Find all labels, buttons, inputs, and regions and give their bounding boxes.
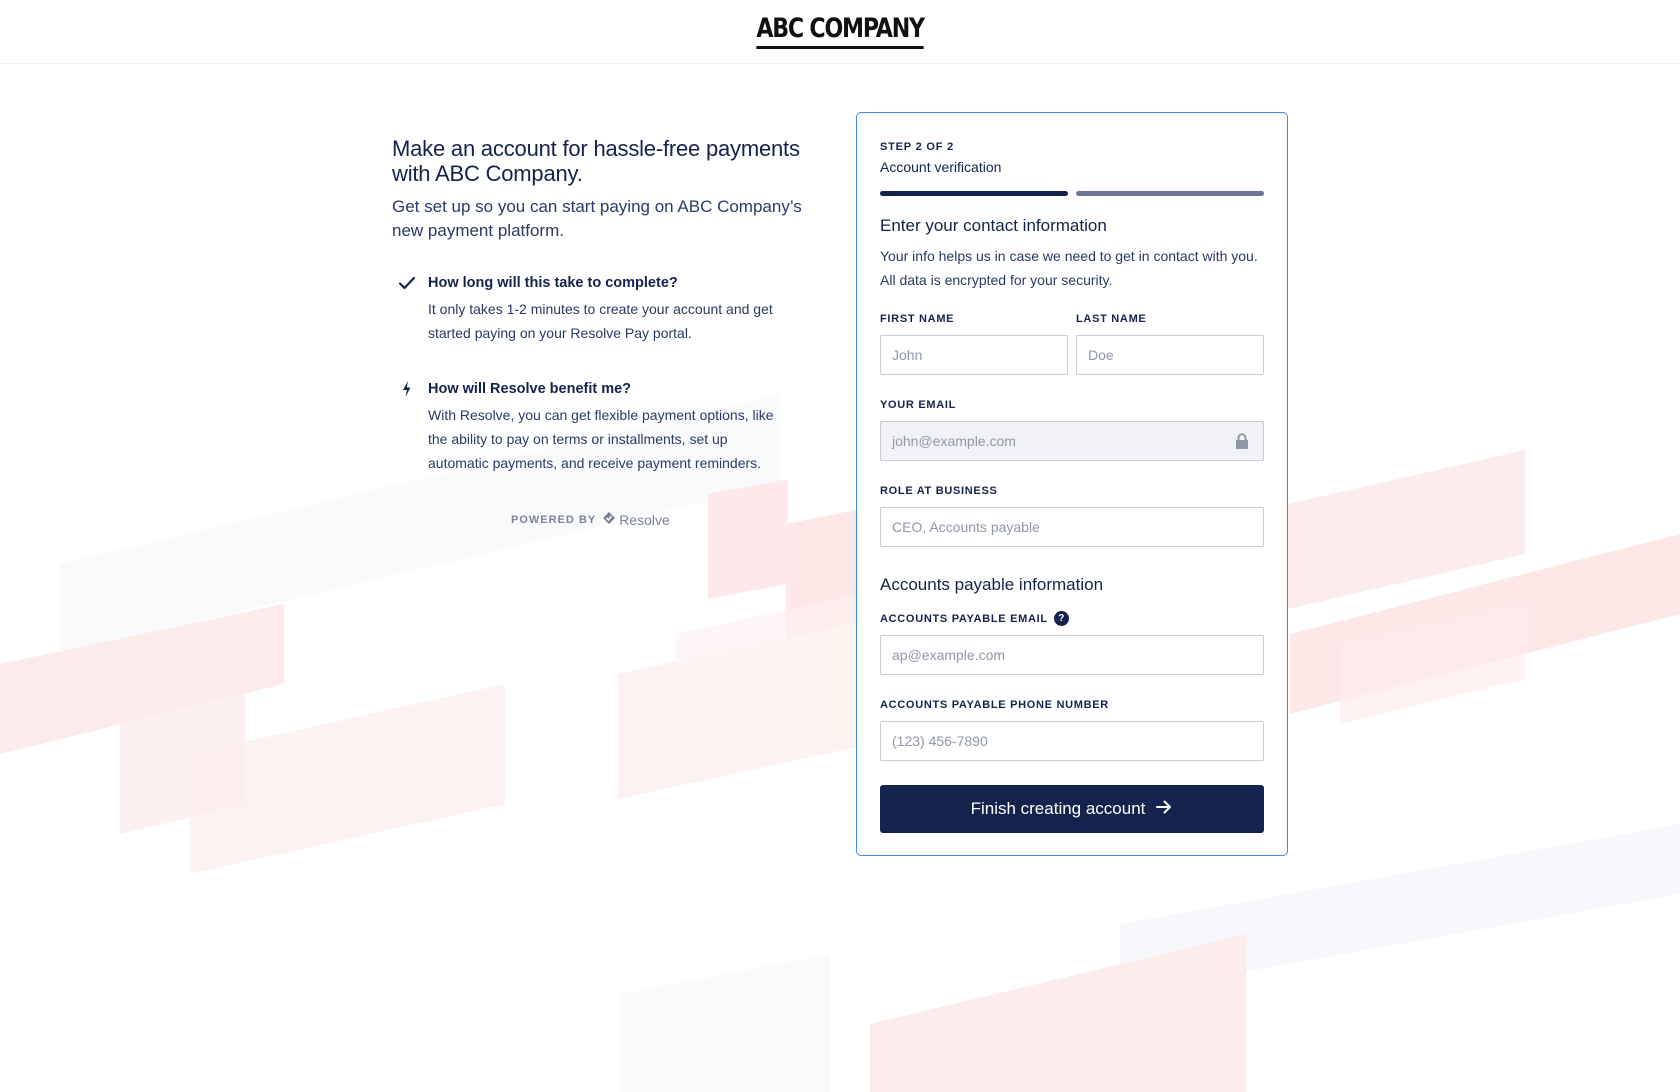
contact-section-title: Enter your contact information bbox=[880, 216, 1107, 235]
company-logo: ABC COMPANY bbox=[756, 14, 923, 49]
ap-email-label bbox=[880, 612, 1264, 625]
first-name-input[interactable]: John bbox=[880, 335, 1068, 375]
intro-subtitle: Get set up so you can start paying on ABC Company’s new payment platform. bbox=[392, 197, 802, 240]
finish-creating-account-button[interactable] bbox=[880, 785, 1264, 833]
checkmark-icon bbox=[398, 274, 416, 292]
progress-bar bbox=[880, 191, 1264, 196]
ap-email-input[interactable]: ap@example.com bbox=[880, 635, 1264, 675]
ap-phone-input[interactable]: (123) 456-7890 bbox=[880, 721, 1264, 761]
email-value: john@example.com bbox=[892, 433, 1016, 449]
role-label: ROLE AT BUSINESS bbox=[880, 484, 998, 497]
step-name: Account verification bbox=[880, 159, 1002, 175]
role-input[interactable]: CEO, Accounts payable bbox=[880, 507, 1264, 547]
powered-by bbox=[511, 511, 812, 528]
resolve-brand-name: Resolve bbox=[619, 511, 670, 528]
feature-title: How will Resolve benefit me? bbox=[428, 381, 632, 397]
email-label: YOUR EMAIL bbox=[880, 398, 957, 411]
signup-card bbox=[856, 112, 1288, 856]
email-field bbox=[880, 421, 1264, 461]
lightning-icon bbox=[398, 380, 416, 398]
last-name-input[interactable]: Doe bbox=[1076, 335, 1264, 375]
progress-segment-current bbox=[1076, 191, 1264, 196]
arrow-right-icon bbox=[1155, 798, 1173, 821]
last-name-label: LAST NAME bbox=[1076, 312, 1147, 325]
first-name-label: FIRST NAME bbox=[880, 312, 955, 325]
ap-section-title: Accounts payable information bbox=[880, 575, 1104, 594]
question-icon[interactable]: ? bbox=[1054, 611, 1069, 626]
feature-item-benefit bbox=[392, 380, 812, 475]
feature-title: How long will this take to complete? bbox=[428, 275, 678, 291]
ap-phone-label: ACCOUNTS PAYABLE PHONE NUMBER bbox=[880, 698, 1109, 711]
step-indicator: STEP 2 OF 2 bbox=[880, 141, 955, 153]
progress-segment-complete bbox=[880, 191, 1068, 196]
intro-panel bbox=[392, 136, 812, 528]
contact-section-description: Your info helps us in case we need to get in contact with you. All data is encrypted for your security. bbox=[880, 248, 1258, 288]
powered-by-label: POWERED BY bbox=[511, 513, 597, 526]
feature-item-duration bbox=[392, 274, 812, 345]
background-decoration bbox=[0, 64, 1680, 1092]
top-bar bbox=[0, 0, 1680, 64]
resolve-brand bbox=[602, 511, 670, 528]
finish-button-label: Finish creating account bbox=[970, 799, 1146, 818]
intro-title: Make an account for hassle-free payments with ABC Company. bbox=[392, 136, 800, 186]
feature-text: It only takes 1-2 minutes to create your account and get started paying on your Resolve Pay portal. bbox=[428, 301, 773, 341]
feature-text: With Resolve, you can get flexible payment options, like the ability to pay on terms or installments, set up automatic payments, and receive payment reminders. bbox=[428, 407, 774, 471]
ap-email-label-text: ACCOUNTS PAYABLE EMAIL bbox=[880, 612, 1048, 625]
resolve-logo-icon bbox=[602, 511, 616, 528]
lock-icon bbox=[1235, 433, 1249, 452]
